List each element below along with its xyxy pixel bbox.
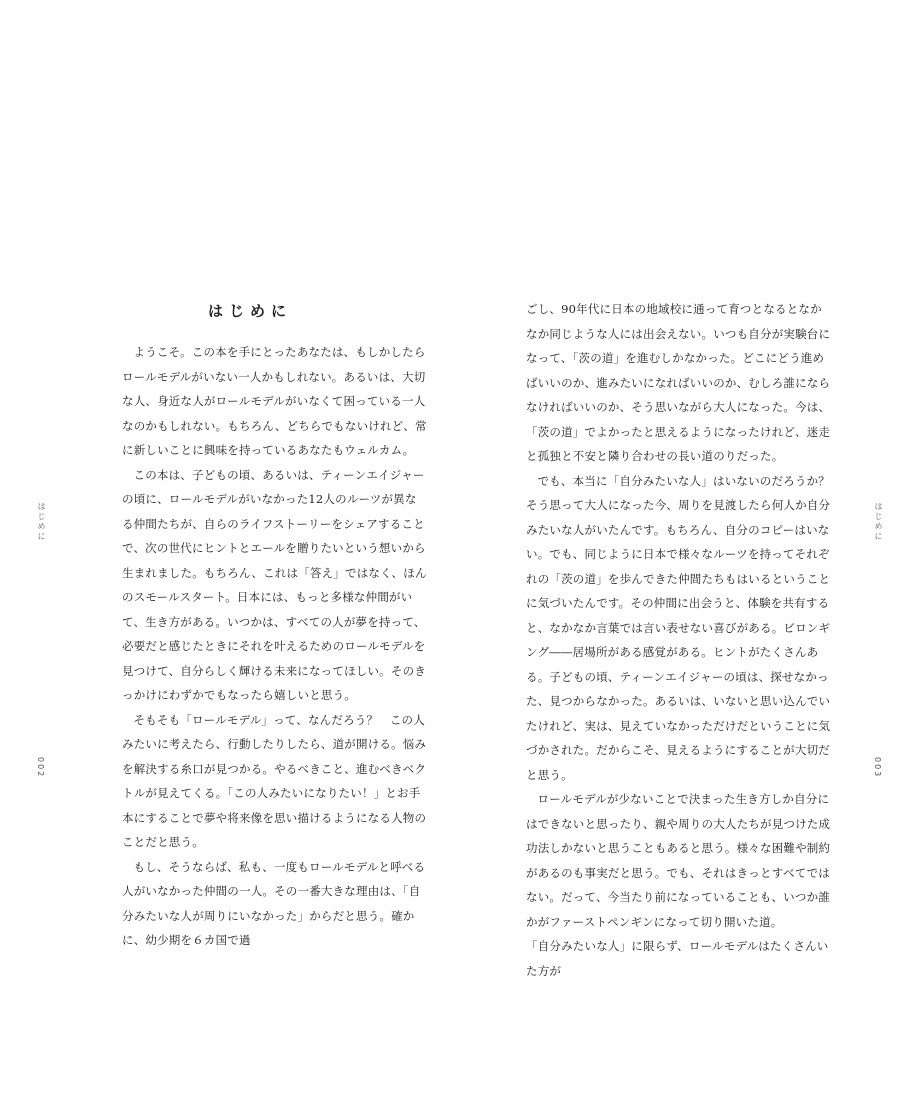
page-number-left: 002 (36, 757, 45, 779)
paragraph: でも、本当に「自分みたいな人」はいないのだろうか？ そう思って大人になった今、周りを見渡したら何人か自分みたいな人がいたんです。もちろん、自分のコピーはいない。でも、同じように日本で様々なルーツを持ってそれぞれの「茨の道」を歩んできた仲間たちもはいるということに気づいたんです。その仲間に出会うと、体験を共有すると、なかなか言葉では言い表せない喜びがある。ビロンギング――居場所がある感覚がある。ヒントがたくさんある。子どもの頃、ティーンエイジャーの頃は、探せなかった、見つからなかった。あるいは、いないと思い込んでいたけれど、実は、見えていなかっただけだということに気づかされた。だからこそ、見えるようにすることが大切だと思う。 (526, 473, 842, 782)
paragraph: そもそも「ロールモデル」って、なんだろう？ この人みたいに考えたら、行動したりしたら、道が開ける。悩みを解決する糸口が見つかる。やるべきこと、進むべきベクトルが見えてくる。「この人みたいになりたい！」とお手本にすることで夢や将来像を思い描けるようになる人物のことだと思う。 (122, 712, 427, 849)
paragraph: この本は、子どもの頃、あるいは、ティーンエイジャーの頃に、ロールモデルがいなかった12人のルーツが異なる仲間たちが、自らのライフストーリーをシェアすることで、次の世代にヒントとエールを贈りたいという想いから生まれました。もちろん、これは「答え」ではなく、ほんのスモールスタート。日本には、もっと多様な仲間がいて、生き方がある。いつかは、すべての人が夢を持って、必要だと感じたときにそれを叶えるためのロールモデルを見つけて、自分らしく輝ける未来になってほしい。そのきっかけにわずかでもなったら嬉しいと思う。 (122, 467, 427, 702)
page-number-right: 003 (873, 757, 882, 779)
paragraph: ようこそ。この本を手にとったあなたは、もしかしたらロールモデルがいない一人かもしれない。あるいは、大切な人、身近な人がロールモデルがいなくて困っている一人なのかもしれない。もちろん、どちらでもないけれど、常に新しいことに興味を持っているあなたもウェルカム。 (122, 345, 427, 457)
paragraph: 「自分みたいな人」に限らず、ロールモデルはたくさんいた方が (526, 939, 829, 978)
page-title: はじめに (207, 302, 292, 320)
paragraph: ロールモデルが少ないことで決まった生き方しか自分にはできないと思ったり、親や周りの大人たちが見つけた成功法しかないと思うこともあると思う。様々な困難や制約があるのも事実だと思う。でも、それはきっとすべてではない。だって、今当たり前になっていることも、いつか誰かがファーストペンギンになって切り開いた道。 (526, 792, 831, 929)
running-head-right: はじめに (874, 502, 883, 542)
paragraph: ごし、90年代に日本の地域校に通って育つとなるとなかなか同じような人には出会えない。いつも自分が実験台になって、「茨の道」を進むしかなかった。どこにどう進めばいいのか、進みたいになればいいのか、むしろ誰にならなければいいのか、そう思いながら大人になった。今は、「茨の道」でよかったと思えるようになったけれど、迷走と孤独と不安と隣り合わせの長い道のりだった。 (526, 302, 831, 463)
running-head-left: はじめに (37, 502, 46, 542)
paragraph: もし、そうならば、私も、一度もロールモデルと呼べる人がいなかった仲間の一人。その一番大きな理由は、「自分みたいな人が周りにいなかった」からだと思う。確かに、幼少期を６カ国で過 (122, 859, 426, 947)
right-page-body (526, 297, 842, 983)
left-page-body (122, 340, 428, 953)
